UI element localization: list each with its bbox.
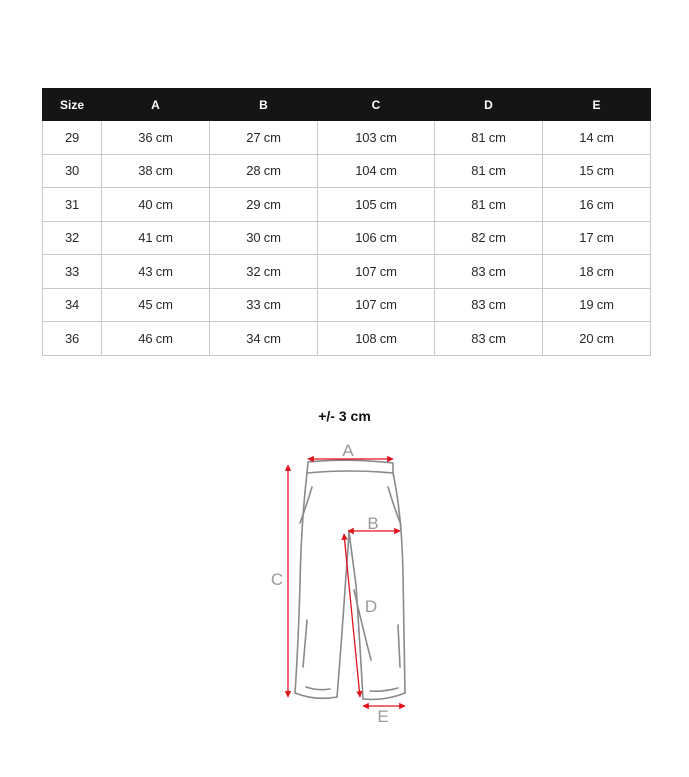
- table-row: [43, 322, 651, 356]
- cell-d: 83 cm: [435, 255, 543, 289]
- label-c: C: [270, 570, 284, 589]
- header-a: A: [102, 89, 210, 121]
- label-b: B: [367, 514, 379, 533]
- cell-e: 16 cm: [543, 188, 651, 222]
- cell-c: 107 cm: [318, 288, 435, 322]
- cell-size: 33: [43, 255, 102, 289]
- cell-d: 83 cm: [435, 322, 543, 356]
- table-row: [43, 221, 651, 255]
- label-a: A: [342, 441, 354, 460]
- cell-e: 20 cm: [543, 322, 651, 356]
- measurement-arrows: [288, 459, 405, 706]
- header-c: C: [318, 89, 435, 121]
- header-d: D: [435, 89, 543, 121]
- cell-a: 45 cm: [102, 288, 210, 322]
- cell-size: 31: [43, 188, 102, 222]
- cell-a: 46 cm: [102, 322, 210, 356]
- cell-d: 81 cm: [435, 154, 543, 188]
- cell-a: 40 cm: [102, 188, 210, 222]
- cell-a: 36 cm: [102, 121, 210, 155]
- tolerance-note: +/- 3 cm: [318, 408, 371, 424]
- cell-d: 81 cm: [435, 121, 543, 155]
- header-e: E: [543, 89, 651, 121]
- cell-c: 108 cm: [318, 322, 435, 356]
- label-d: D: [364, 597, 378, 616]
- cell-size: 34: [43, 288, 102, 322]
- cell-size: 36: [43, 322, 102, 356]
- cell-d: 83 cm: [435, 288, 543, 322]
- cell-b: 29 cm: [210, 188, 318, 222]
- cell-b: 32 cm: [210, 255, 318, 289]
- cell-c: 104 cm: [318, 154, 435, 188]
- cell-a: 38 cm: [102, 154, 210, 188]
- label-e: E: [377, 707, 389, 726]
- cell-b: 28 cm: [210, 154, 318, 188]
- table-row: [43, 154, 651, 188]
- cell-c: 107 cm: [318, 255, 435, 289]
- table-header-row: [43, 89, 651, 121]
- cell-c: 106 cm: [318, 221, 435, 255]
- table-row: [43, 288, 651, 322]
- cell-b: 34 cm: [210, 322, 318, 356]
- cell-size: 29: [43, 121, 102, 155]
- table-row: [43, 121, 651, 155]
- size-chart-table: [42, 88, 651, 356]
- cell-a: 41 cm: [102, 221, 210, 255]
- cell-e: 17 cm: [543, 221, 651, 255]
- cell-e: 18 cm: [543, 255, 651, 289]
- cell-b: 27 cm: [210, 121, 318, 155]
- table-row: [43, 255, 651, 289]
- trousers-outline: [295, 460, 405, 699]
- cell-e: 19 cm: [543, 288, 651, 322]
- header-size: Size: [43, 89, 102, 121]
- cell-b: 30 cm: [210, 221, 318, 255]
- cell-size: 32: [43, 221, 102, 255]
- cell-d: 81 cm: [435, 188, 543, 222]
- cell-d: 82 cm: [435, 221, 543, 255]
- cell-b: 33 cm: [210, 288, 318, 322]
- trousers-measurement-diagram: [260, 435, 430, 730]
- cell-e: 14 cm: [543, 121, 651, 155]
- cell-c: 103 cm: [318, 121, 435, 155]
- table-row: [43, 188, 651, 222]
- cell-a: 43 cm: [102, 255, 210, 289]
- cell-size: 30: [43, 154, 102, 188]
- cell-c: 105 cm: [318, 188, 435, 222]
- cell-e: 15 cm: [543, 154, 651, 188]
- header-b: B: [210, 89, 318, 121]
